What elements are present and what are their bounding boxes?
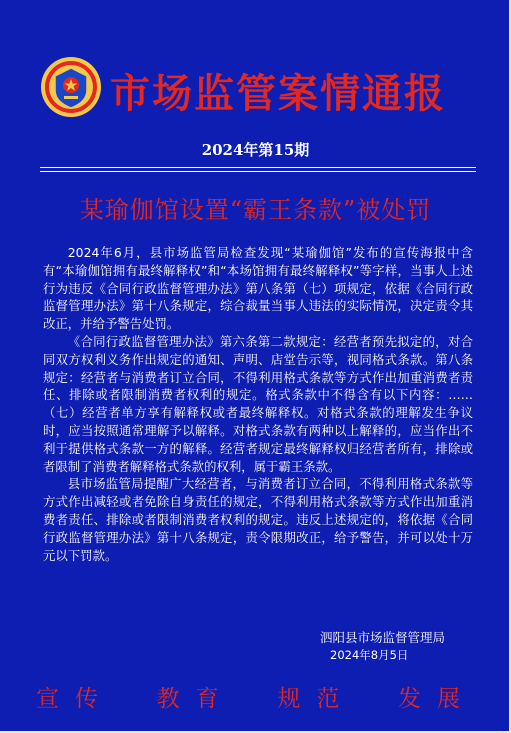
- case-headline: 某瑜伽馆设置“霸王条款”被处罚: [79, 196, 432, 224]
- slogan-word: 宣传: [36, 686, 114, 712]
- bulletin-title: 市场监管案情通报: [110, 71, 446, 117]
- issue-date: 2024年8月5日: [330, 648, 409, 662]
- paragraph-legal-basis: 《合同行政监督管理办法》第六条第二款规定：经营者预先拟定的，对合同双方权利义务作出规定的通知、声明、店堂告示等，视同格式条款。第八条规定：经营者与消费者订立合同，不得利用格式条款等方式作出加重消费者责任、排除或者限制消费者权利的规定。格式条款中不得含有以下内容：……（七）经营者单方享有解释权或者最终解释权。对格式条款的理解发生争议时，应当按照通常理解予以解释。对格式条款有两种以上解释的，应当作出不利于提供格式条款一方的解释。经营者规定最终解释权归经营者所有，排除或者限制了消费者解释格式条款的权利，属于霸王条款。: [43, 333, 473, 474]
- header-divider: [40, 167, 476, 168]
- slogan-word: 发展: [397, 686, 476, 712]
- issue-number: 2024年第15期: [201, 141, 310, 159]
- slogan-word: 教育: [156, 686, 235, 712]
- header-divider: [40, 171, 476, 172]
- paragraph-case-facts: 2024年6月，县市场监管局检查发现“某瑜伽馆”发布的宣传海报中含有“本瑜伽馆拥有最终解释权”和“本场馆拥有最终解释权”等字样，当事人上述行为违反《合同行政监督管理办法》第八条第（七）项规定，依据《合同行政监督管理办法》第十八条规定，综合裁量当事人违法的实际情况，决定责令其改正，并给予警告处罚。: [43, 245, 473, 332]
- slogan-footer: [36, 680, 476, 713]
- bulletin-header: [0, 44, 511, 144]
- market-supervision-emblem-icon: [40, 56, 102, 118]
- slogan-word: 规范: [277, 686, 356, 712]
- paragraph-reminder: 县市场监管局提醒广大经营者，与消费者订立合同，不得利用格式条款等方式作出减轻或者免除自身责任的规定，不得利用格式条款等方式作出加重消费者责任、排除或者限制消费者权利的规定。违反上述规定的，将依据《合同行政监督管理办法》第十八条规定，责令限期改正，给予警告，并可以处十万元以下罚款。: [43, 476, 473, 563]
- issuing-authority: 泗阳县市场监督管理局: [320, 630, 446, 645]
- case-body: [43, 244, 473, 564]
